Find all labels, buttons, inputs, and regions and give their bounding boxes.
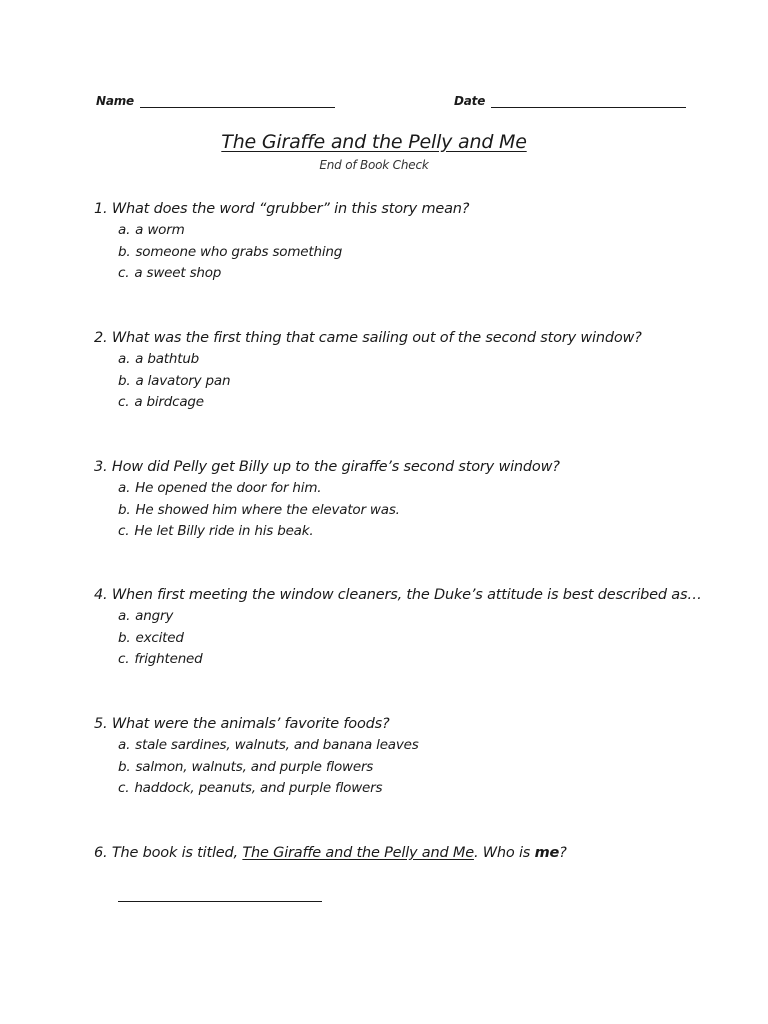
option-letter: a.: [118, 222, 131, 238]
option-b[interactable]: [118, 371, 734, 393]
option-text: a lavatory pan: [135, 372, 231, 389]
option-letter: a.: [118, 480, 131, 496]
question-3: [94, 456, 734, 543]
worksheet-subtitle: End of Book Check: [319, 158, 429, 172]
option-text: a birdcage: [134, 394, 204, 410]
question-prompt-start: The book is titled,: [111, 845, 238, 861]
question-number: 2.: [94, 330, 108, 346]
option-letter: b.: [118, 501, 131, 518]
option-text: angry: [135, 608, 174, 624]
question-5-text: [94, 713, 734, 735]
date-answer-line[interactable]: [491, 95, 686, 108]
option-letter: a.: [118, 608, 131, 624]
option-b[interactable]: [118, 628, 734, 650]
option-letter: c.: [118, 265, 130, 281]
question-4-text: [94, 584, 734, 606]
option-text: salmon, walnuts, and purple flowers: [135, 758, 374, 775]
book-title-reference: The Giraffe and the Pelly and Me: [242, 845, 474, 861]
option-a[interactable]: [118, 220, 734, 242]
question-prompt: How did Pelly get Billy up to the giraffe’s second story window?: [111, 459, 560, 475]
question-prompt: What does the word “grubber” in this story mean?: [111, 201, 470, 217]
question-2-text: [94, 327, 734, 349]
option-a[interactable]: [118, 735, 734, 757]
option-c[interactable]: [118, 263, 734, 285]
option-c[interactable]: [118, 521, 734, 543]
question-number: 1.: [94, 201, 108, 217]
question-prompt: What were the animals’ favorite foods?: [111, 716, 390, 732]
option-text: He opened the door for him.: [135, 480, 322, 496]
question-6-text: [94, 842, 734, 864]
option-text: frightened: [134, 651, 203, 667]
option-text: He let Billy ride in his beak.: [134, 523, 314, 539]
question-5: [94, 713, 734, 800]
answer-options: [94, 735, 734, 800]
name-label: Name: [96, 94, 134, 108]
date-field[interactable]: [454, 94, 686, 108]
option-letter: c.: [118, 651, 130, 667]
option-text: a worm: [135, 222, 185, 238]
header-row: [96, 94, 686, 114]
question-number: 6.: [94, 845, 108, 861]
option-text: someone who grabs something: [135, 243, 343, 260]
option-b[interactable]: [118, 242, 734, 264]
option-a[interactable]: [118, 478, 734, 500]
question-number: 5.: [94, 716, 108, 732]
date-label: Date: [454, 94, 486, 108]
answer-options: [94, 606, 734, 671]
emphasized-word: me: [534, 845, 560, 861]
worksheet-title: The Giraffe and the Pelly and Me: [221, 131, 527, 153]
question-1: [94, 198, 734, 285]
option-letter: b.: [118, 372, 131, 389]
option-letter: a.: [118, 737, 131, 753]
question-6-answer-line[interactable]: [118, 901, 322, 902]
name-answer-line[interactable]: [140, 95, 335, 108]
answer-options: [94, 478, 734, 543]
option-text: stale sardines, walnuts, and banana leaves: [135, 737, 419, 753]
option-text: He showed him where the elevator was.: [135, 501, 400, 518]
answer-options: [94, 220, 734, 285]
name-field[interactable]: [96, 94, 335, 108]
option-letter: b.: [118, 758, 131, 775]
question-number: 4.: [94, 587, 108, 603]
option-letter: b.: [118, 629, 131, 646]
option-a[interactable]: [118, 349, 734, 371]
option-b[interactable]: [118, 757, 734, 779]
question-prompt: When first meeting the window cleaners, the Duke’s attitude is best described as…: [111, 587, 702, 603]
question-number: 3.: [94, 459, 108, 475]
question-4: [94, 584, 734, 671]
question-1-text: [94, 198, 734, 220]
question-2: [94, 327, 734, 414]
option-text: a sweet shop: [134, 265, 222, 281]
option-letter: c.: [118, 394, 130, 410]
option-letter: a.: [118, 351, 131, 367]
option-text: excited: [135, 629, 184, 646]
option-c[interactable]: [118, 392, 734, 414]
option-text: haddock, peanuts, and purple flowers: [134, 780, 383, 796]
option-a[interactable]: [118, 606, 734, 628]
option-c[interactable]: [118, 649, 734, 671]
option-letter: b.: [118, 243, 131, 260]
option-text: a bathtub: [135, 351, 200, 367]
option-letter: c.: [118, 780, 130, 796]
option-c[interactable]: [118, 778, 734, 800]
question-prompt-middle: . Who is: [473, 845, 531, 861]
question-prompt-end: ?: [559, 845, 567, 861]
question-prompt: What was the first thing that came sailing out of the second story window?: [111, 330, 642, 346]
answer-options: [94, 349, 734, 414]
option-letter: c.: [118, 523, 130, 539]
option-b[interactable]: [118, 500, 734, 522]
question-6: [94, 842, 734, 864]
question-3-text: [94, 456, 734, 478]
